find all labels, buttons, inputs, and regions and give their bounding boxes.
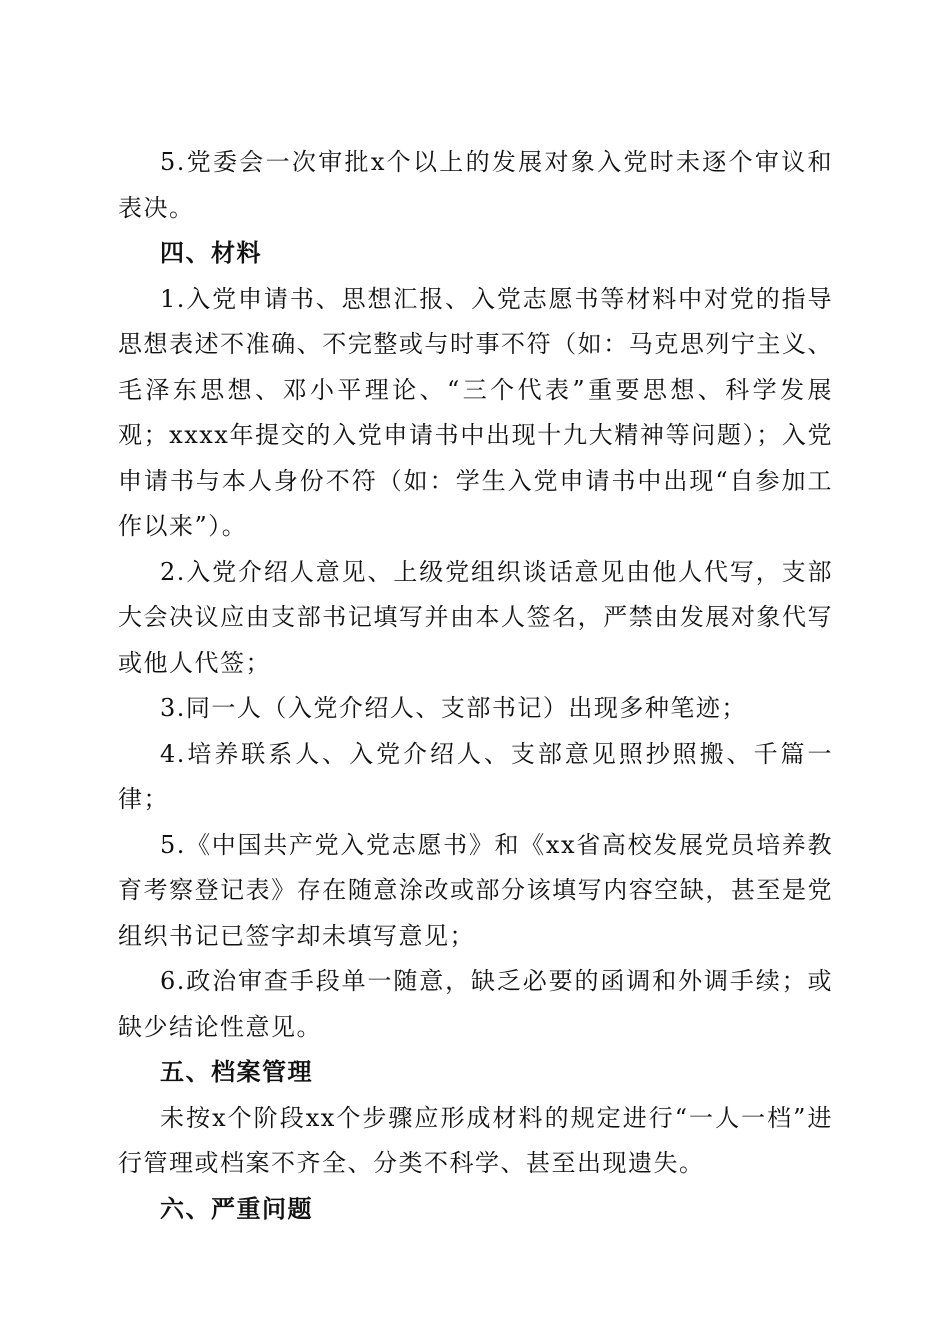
paragraph-item-5-approval: 5.党委会一次审批x个以上的发展对象入党时未逐个审议和表决。 [118, 148, 833, 222]
document-page [118, 140, 833, 1232]
paragraph-item-2-opinions: 2.入党介绍人意见、上级党组织谈话意见由他人代写，支部大会决议应由支部书记填写并由本人签名，严禁由发展对象代写或他人代签； [118, 557, 833, 677]
paragraph-item-3-handwriting: 3.同一人（入党介绍人、支部书记）出现多种笔迹； [160, 694, 747, 722]
section-heading-serious-issues: 六、严重问题 [160, 1194, 313, 1223]
section-heading-archives: 五、档案管理 [160, 1058, 313, 1086]
paragraph-item-6-political-review: 6.政治审查手段单一随意，缺乏必要的函调和外调手续；或缺少结论性意见。 [118, 967, 833, 1041]
paragraph-item-5-forms: 5.《中国共产党入党志愿书》和《xx省高校发展党员培养教育考察登记表》存在随意涂改或部分该填写内容空缺，甚至是党组织书记已签字却未填写意见； [118, 830, 833, 950]
paragraph-item-4-copying: 4.培养联系人、入党介绍人、支部意见照抄照搬、千篇一律； [118, 739, 833, 813]
section-heading-materials: 四、材料 [160, 239, 262, 267]
paragraph-item-1-application: 1.入党申请书、思想汇报、入党志愿书等材料中对党的指导思想表述不准确、不完整或与时事不符（如：马克思列宁主义、毛泽东思想、邓小平理论、“三个代表”重要思想、科学发展观；xxxx年提交的入党申请书中出现十九大精神等问题）；入党申请书与本人身份不符（如：学生入党申请书中出现“自参加工作以来”）。 [118, 284, 833, 540]
paragraph-archive-management: 未按x个阶段xx个步骤应形成材料的规定进行“一人一档”进行管理或档案不齐全、分类不科学、甚至出现遗失。 [118, 1103, 833, 1177]
